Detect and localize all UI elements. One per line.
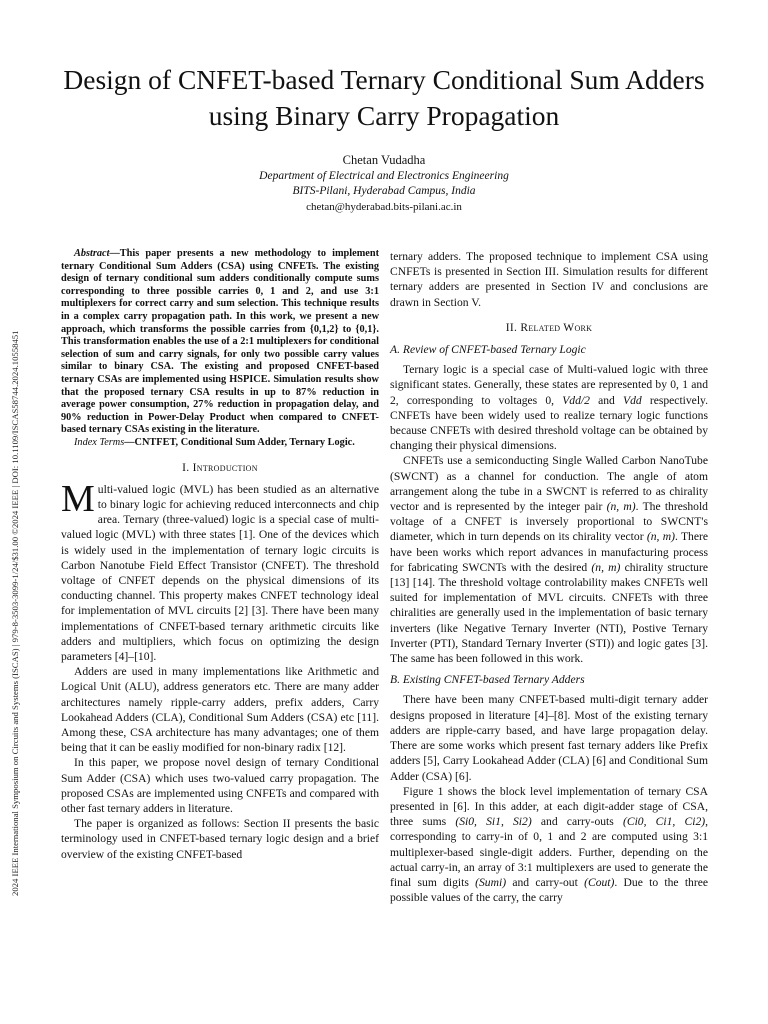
subsection-a-paragraph-1: Ternary logic is a special case of Multi-valued logic with three significant states. Generally, these states are represented by 0, 1 and 2, corresponding to voltages 0, Vdd/2 and Vdd respectively. CNFETs have been widely used to realize ternary logic functions because CNFETs with desired threshold voltage can be obtained by changing their physical dimensions. [390, 363, 708, 453]
subsection-a-paragraph-2: CNFETs use a semiconducting Single Walled Carbon NanoTube (SWCNT) as a channel for conduction. The angle of atom arrangement along the tube in a SWCNT is referred to as chirality vector and is represented by the integer pair (n, m). The threshold voltage of a CNFET is inversely proportional to SWCNT's diameter, which in turn depends on its chirality vector (n, m). There have been works which report advances in manufacturing process for fabricating SWCNTs with the desired (n, m) chirality structure [13] [14]. The threshold voltage controlability makes CNFETs well suited for implementation of MVL circuits. CNFETs with three chiralities are generally used in the implementation of basic ternary inverters (like Negative Ternary Inverter (NTI), Postive Ternary Inverter (PTI), Standard Ternary Inverter (STI)) and logic gates [3]. The same has been followed in this work. [390, 454, 708, 666]
intro-paragraph-1: Multi-valued logic (MVL) has been studied as an alternative to binary logic for achieving reduced interconnects and chip area. Ternary (three-valued) logic is a special case of multi-valued logic (MVL) with three states [1]. One of the devices which is widely used in the implementation of ternary logic circuits is Carbon Nanotube Field Effect Transistor (CNFET). The threshold voltage of CNFET depends on the physical dimensions of its conducting channel. This property makes CNFET technology ideal for implementation of MVL circuits [2] [3]. There have been many implementations of CNFET-based ternary arithmetic circuits like adders and multipliers, which focus on optimizing the design parameters [4]–[10]. [61, 477, 379, 663]
subsection-heading-a: A. Review of CNFET-based Ternary Logic [390, 343, 586, 357]
intro-paragraph-4-continued: ternary adders. The proposed technique to implement CSA using CNFETs is presented in Section III. Simulation results for different ternary adders are presented in Section IV and conclusions are drawn in Section V. [390, 250, 708, 309]
author-block [40, 153, 728, 215]
subsection-b-paragraph-2: Figure 1 shows the block level implementation of ternary CSA presented in [6]. In this adder, at each digit-adder stage of CSA, three sums (Si0, Si1, Si2) and carry-outs (Ci0, Ci1, Ci2), corresponding to carry-in of 0, 1 and 2 are computed using 3:1 multiplexer-based single-digit adders. Further, depending on the actual carry-in, an array of 3:1 multiplexers are used to generate the final sum digits (Sumi) and carry-out (Cout). Due to the three possible values of the carry, the carry [390, 784, 709, 905]
author-department: Department of Electrical and Electronics Engineering [259, 169, 509, 182]
abstract-label: Abstract [74, 248, 110, 259]
paper-title: Design of CNFET-based Ternary Conditional Sum Adders using Binary Carry Propagation [63, 64, 705, 131]
section-heading-introduction: I. Introduction [182, 461, 258, 474]
subsection-b-paragraph-1: There have been many CNFET-based multi-digit ternary adder designs proposed in literature [4]–[8]. Most of the existing ternary adders are ripple-carry based, and have large propagation delay. There are some works which present fast ternary adders like Prefix adders [5], Carry Lookahead Adder (CLA) [6] and Conditional Sum Adder (CSA) [6]. [390, 693, 708, 783]
index-terms [61, 437, 379, 450]
intro-paragraph-3: In this paper, we propose novel design of ternary Conditional Sum Adder (CSA) which uses two-valued carry propagation. The proposed CSAs are implemented using CNFETs and compared with other fast ternary adders in literature. [61, 756, 379, 815]
section-heading-related-work: II. Related Work [505, 321, 593, 334]
intro-paragraph-2: Adders are used in many implementations like Arithmetic and Logical Unit (ALU), address generators etc. There are many adder architectures namely ripple-carry adders, prefix adders, Carry Lookahead Adders (CLA), Conditional Sum Adders (CSA) etc [11]. Among these, CSA architecture has many advantages; one of them being that it can be easliy modified for non-binary radix [12]. [61, 665, 379, 755]
intro-paragraph-4: The paper is organized as follows: Section II presents the basic terminology used in CNFET-based ternary logic design and a brief overview of the existing CNFET-based [61, 817, 379, 861]
right-column [390, 249, 708, 905]
index-terms-label: Index Terms [74, 436, 125, 448]
author-email: chetan@hyderabad.bits-pilani.ac.in [306, 200, 462, 213]
ieee-citation-sidebar [8, 176, 22, 896]
abstract [61, 248, 379, 437]
author-institution: BITS-Pilani, Hyderabad Campus, India [292, 185, 476, 197]
author-name: Chetan Vudadha [342, 153, 426, 167]
sidebar-text: 2024 IEEE International Symposium on Circuits and Systems (ISCAS) | 979-8-3503-3099-1/24/$31.00 ©2024 IEEE | DOI: 10.1109/ISCAS58744.2024.10558451 [10, 330, 20, 896]
subsection-heading-b: B. Existing CNFET-based Ternary Adders [390, 673, 585, 687]
drop-cap: M [61, 477, 95, 520]
left-column [61, 248, 379, 862]
abstract-text: —This paper presents a new methodology to implement ternary Conditional Sum Adders (CSA) using CNFETs. The existing design of ternary conditional sum adders conditionally compute sums corresponding to three possible carries 0, 1 and 2, and use 3:1 multiplexers for correct carry and sum selection. This technique results in a complex carry propagation path. In this work, we present a new approach, which transforms the possible carries from {0,1,2} to {0,1}. This transformation enables the use of a 2:1 multiplexers for conditional selection of sum and carry signals, for only two possible carry values similar to binary CSA. The existing and proposed CNFET-based ternary CSAs are implemented using HSPICE. Simulation results show that the proposed ternary CSA results in up to 87% reduction in average power consumption, 27% reduction in propagation delay, and 90% reduction in Power-Delay Product when compared to CNFET-based ternary CSAs existing in the literature. [61, 248, 379, 436]
index-terms-text: —CNTFET, Conditional Sum Adder, Ternary Logic. [124, 436, 355, 448]
